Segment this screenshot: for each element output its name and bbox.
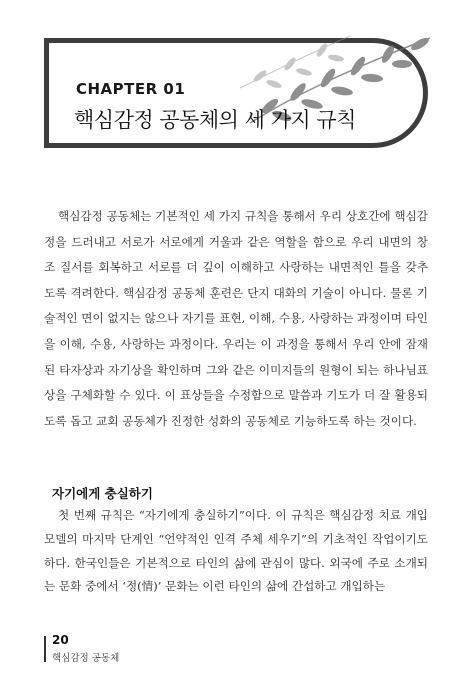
- page-number: 20: [52, 633, 69, 647]
- footer-rule: [44, 636, 46, 662]
- chapter-title: 핵심감정 공동체의 세 가지 규칙: [74, 108, 356, 132]
- section-paragraph: 첫 번째 규칙은 “자기에게 충실하기”이다. 이 규칙은 핵심감정 치료 개입 모델의 마지막 단계인 “언약적인 인격 주체 세우기”의 기초적인 작업이기도 하다. 한국인들은 기본적으로 타인의 삶에 관심이 많다. 외국에 주로 소개되는 문화 중에서 ‘정(情)’ 문화는 이런 타인의 삶에 간섭하고 개입하는: [44, 508, 428, 594]
- section-heading: 자기에게 충실하기: [52, 486, 153, 501]
- chapter-label: CHAPTER 01: [76, 80, 186, 98]
- body-text: [44, 204, 428, 434]
- running-head: 핵심감정 공동체: [52, 653, 120, 664]
- body-paragraph: 핵심감정 공동체는 기본적인 세 가지 규칙을 통해서 우리 상호간에 핵심감정을 드러내고 서로가 서로에게 거울과 같은 역할을 함으로 우리 내면의 창조 질서를 회복하고 서로를 더 깊이 이해하고 사랑하는 내면적인 틀을 갖추도록 격려한다. 핵심감정 공동체 훈련은 단지 대화의 기술이 아니다. 물론 기술적인 면이 없지는 않으나 자기를 표현, 이해, 수용, 사랑하는 과정이며 타인을 이해, 수용, 사랑하는 과정이다. 우리는 이 과정을 통해서 우리 안에 잠재된 타자상과 자기상을 확인하며 그와 같은 이미지들의 원형이 되는 하나님표상을 구체화할 수 있다. 이 표상들을 수정함으로 말씀과 기도가 더 잘 활용되도록 돕고 교회 공동체가 진정한 성화의 공동체로 기능하도록 하는 것이다.: [44, 209, 428, 428]
- section-text: [44, 504, 428, 599]
